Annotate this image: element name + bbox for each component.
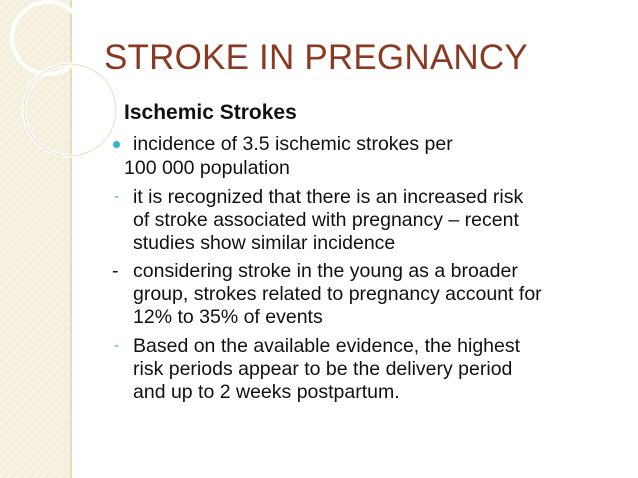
item3-marker: - bbox=[114, 337, 119, 354]
item3-line3: and up to 2 weeks postpartum. bbox=[133, 381, 400, 403]
bullet1-line2: 100 000 population bbox=[124, 157, 290, 179]
bullet-dot-icon bbox=[113, 141, 120, 148]
bullet1-line1: incidence of 3.5 ischemic strokes per bbox=[133, 133, 453, 155]
item1-line2: of stroke associated with pregnancy – recent bbox=[133, 209, 519, 231]
item2-line1: considering stroke in the young as a broader bbox=[133, 260, 518, 282]
item2-line2: group, strokes related to pregnancy account for bbox=[133, 283, 542, 305]
item1-line1: it is recognized that there is an increased risk bbox=[133, 186, 524, 208]
item3-line2: risk periods appear to be the delivery period bbox=[133, 358, 513, 380]
item3-line1: Based on the available evidence, the highest bbox=[133, 335, 521, 357]
subheading: Ischemic Strokes bbox=[124, 101, 297, 124]
item1-marker: - bbox=[114, 188, 119, 205]
item2-marker: - bbox=[112, 260, 119, 282]
slide-title: STROKE IN PREGNANCY bbox=[104, 38, 528, 77]
item1-line3: studies show similar incidence bbox=[133, 232, 396, 254]
item2-line3: 12% to 35% of events bbox=[133, 306, 323, 328]
